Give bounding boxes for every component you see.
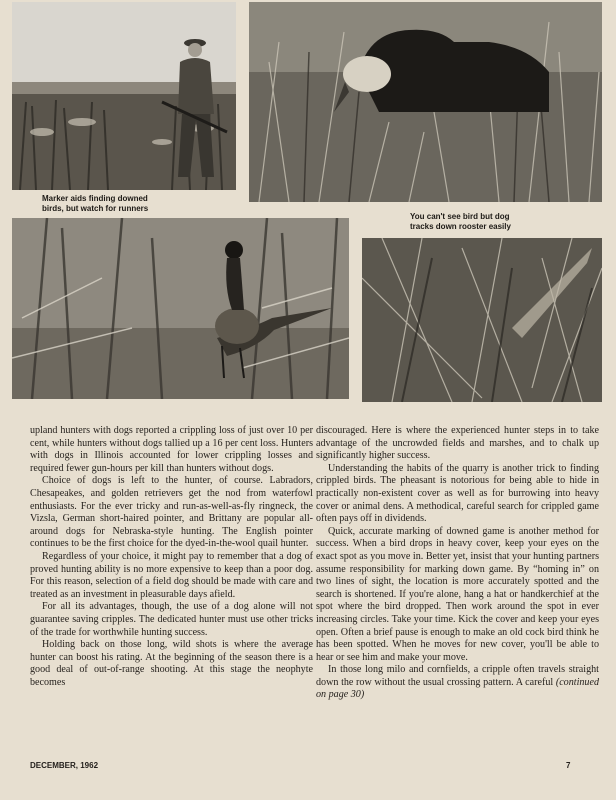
- paragraph: Understanding the habits of the quarry is another trick to finding crippled birds. The pheasant is notorious for being able to hide in practically non-existent cover as well as for burrowing into heavy cover or animal dens. A methodical, careful search for crippled game often pays off in dividends.: [316, 462, 599, 525]
- page-number: 7: [566, 761, 571, 770]
- paragraph: Holding back on those long, wild shots is where the average hunter can boost his rating. At the beginning of the season there is a good deal of out-of-range shooting. At this stage the neophyte becomes: [30, 639, 313, 688]
- article-column-right: [316, 425, 599, 702]
- hunter-photo: [12, 2, 236, 190]
- pheasant-photo: [12, 218, 349, 399]
- paragraph: [316, 664, 599, 702]
- article-column-left: [30, 425, 313, 689]
- cover-photo: [362, 238, 602, 402]
- paragraph: Quick, accurate marking of downed game is another method for success. When a bird drops in heavy cover, keep your eyes on the exact spot as you move in. Better yet, insist that your hunting partners assume responsibility for marking down game. By “homing in” on two lines of sight, the location is more accurately spotted and the search is shortened. If you're alone, hang a hat or handkerchief at the spot where the bird dropped. Then work around the spot in ever increasing circles. Take your time. Kick the cover and keep your eyes open. Often a brief pause is enough to make an old cock bird think he has been spotted. When he moves for new cover, you'll be able to hear or see him and make your move.: [316, 525, 599, 663]
- continued-note: (continued on page 30): [316, 676, 599, 701]
- paragraph: Regardless of your choice, it might pay to remember that a dog of proved hunting ability is no more expensive to keep than a poor dog. For this reason, selection of a field dog should be made with care and treated as an investment in pleasurable days afield.: [30, 550, 313, 600]
- paragraph-text: In those long milo and cornfields, a cripple often travels straight down the row without the usual crossing pattern. A careful: [316, 664, 599, 688]
- dog-photo-caption: You can't see bird but dog tracks down rooster easily: [410, 212, 511, 231]
- issue-date: DECEMBER, 1962: [30, 761, 99, 770]
- paragraph: Choice of dogs is left to the hunter, of course. Labradors, Chesapeakes, and golden retrievers get the nod from waterfowl enthusiasts. For the ever tricky and run-as-well-as-fly ringneck, the Vizsla, German short-haired pointer, and Brittany are popular all-around dogs for Nebraska-style hunting. The English pointer continues to be the first choice for the dyed-in-the-wool quail hunter.: [30, 475, 313, 550]
- paragraph: discouraged. Here is where the experienced hunter steps in to take advantage of the uncrowded fields and marshes, and to chalk up significantly higher success.: [316, 425, 599, 462]
- hunter-photo-caption: Marker aids finding downed birds, but watch for runners: [42, 194, 149, 213]
- dog-photo: [249, 2, 602, 202]
- paragraph: upland hunters with dogs reported a crippling loss of just over 10 per cent, while hunters without dogs tallied up a 16 per cent loss. Hunters with dogs in Illinois accounted for lower crippling losses and required fewer gun-hours per kill than hunters without dogs.: [30, 425, 313, 474]
- paragraph: For all its advantages, though, the use of a dog alone will not guarantee saving cripples. The dedicated hunter must use other tricks of the trade for worthwhile hunting success.: [30, 601, 313, 638]
